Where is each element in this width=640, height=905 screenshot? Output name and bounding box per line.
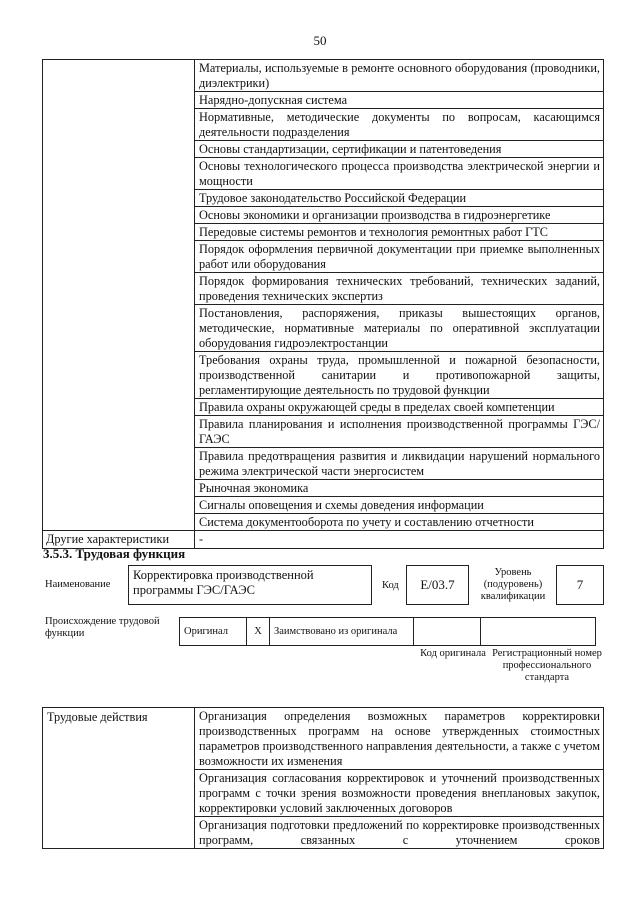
knowledge-item: Основы стандартизации, сертификации и патентоведения <box>195 141 604 158</box>
knowledge-item: Постановления, распоряжения, приказы вышестоящих органов, методические, нормативные материалы по оперативной эксплуатации оборудования гидроэлектростанции <box>195 305 604 352</box>
knowledge-item: Основы экономики и организации производства в гидроэнергетике <box>195 207 604 224</box>
knowledge-item: Рыночная экономика <box>195 480 604 497</box>
knowledge-item: Нарядно-допускная система <box>195 92 604 109</box>
borrowed-cell: Заимствовано из оригинала <box>270 618 414 646</box>
knowledge-item: Порядок формирования технических требований, технических заданий, проведения технических экспертиз <box>195 273 604 305</box>
labor-action-item: Организация определения возможных параметров корректировки производственных программ на основе утвержденных стоимостных параметров производственного направления деятельности, а также с учетом возможности их изменения <box>195 708 604 770</box>
other-characteristics-value: - <box>195 531 604 549</box>
original-mark: X <box>247 618 270 646</box>
knowledge-item: Порядок оформления первичной документации при приемке выполненных работ или оборудования <box>195 241 604 273</box>
knowledge-item: Правила охраны окружающей среды в пределах своей компетенции <box>195 399 604 416</box>
knowledge-item: Правила планирования и исполнения производственной программы ГЭС/ГАЭС <box>195 416 604 448</box>
origin-table <box>179 617 596 646</box>
level-box: 7 <box>556 565 604 605</box>
labor-action-row <box>43 708 604 770</box>
original-cell: Оригинал <box>180 618 247 646</box>
knowledge-item: Трудовое законодательство Российской Федерации <box>195 190 604 207</box>
function-code-box: E/03.7 <box>406 565 469 605</box>
knowledge-table <box>42 59 604 549</box>
knowledge-item: Сигналы оповещения и схемы доведения информации <box>195 497 604 514</box>
labor-action-item: Организация согласования корректировок и уточнений производственных программ с точки зрения возможности проведения внеплановых закупок, корректировки условий заключенных договоров <box>195 770 604 817</box>
code-label: Код <box>382 580 399 591</box>
knowledge-item: Материалы, используемые в ремонте основного оборудования (проводники, диэлектрики) <box>195 60 604 92</box>
knowledge-row <box>43 60 604 92</box>
name-label: Наименование <box>45 579 111 590</box>
knowledge-item: Система документооборота по учету и составлению отчетности <box>195 514 604 531</box>
origin-label: Происхождение трудовой функции <box>45 616 160 639</box>
knowledge-item: Основы технологического процесса производства электрической энергии и мощности <box>195 158 604 190</box>
section-title: 3.5.3. Трудовая функция <box>43 546 186 561</box>
registration-number-cell <box>481 618 596 646</box>
knowledge-item: Правила предотвращения развития и ликвидации нарушений нормального режима электрической части энергосистем <box>195 448 604 480</box>
knowledge-item: Передовые системы ремонтов и технология ремонтных работ ГТС <box>195 224 604 241</box>
labor-action-item: Организация подготовки предложений по корректировке производственных программ, связанных с уточнением сроков <box>195 817 604 849</box>
original-code-cell <box>414 618 481 646</box>
knowledge-label-cell <box>43 60 195 531</box>
labor-actions-table <box>42 707 604 849</box>
other-characteristics-label: Другие характеристики <box>43 531 195 549</box>
registration-number-caption: Регистрационный номер профессионального стандарта <box>492 648 602 683</box>
level-label: Уровень (подуровень) квалификации <box>480 567 546 602</box>
page-number: 50 <box>313 33 327 48</box>
original-code-caption: Код оригинала <box>420 648 486 659</box>
labor-actions-label: Трудовые действия <box>43 708 195 849</box>
function-name-box: Корректировка производственной программы ГЭС/ГАЭС <box>128 565 372 605</box>
knowledge-item: Нормативные, методические документы по вопросам, касающимся деятельности подразделения <box>195 109 604 141</box>
knowledge-item: Требования охраны труда, промышленной и пожарной безопасности, производственной санитарии и противопожарной защиты, регламентирующие деятельность по трудовой функции <box>195 352 604 399</box>
